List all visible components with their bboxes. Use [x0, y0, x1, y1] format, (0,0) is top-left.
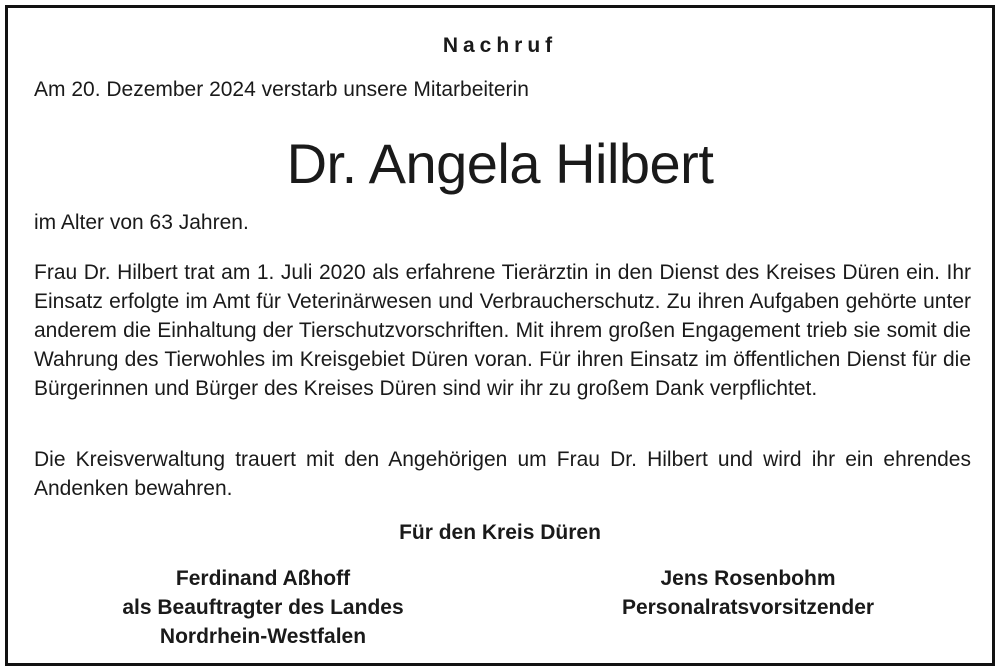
signer-left — [68, 564, 458, 651]
signer-name: Jens Rosenbohm — [660, 567, 836, 590]
signer-role: als Beauftragter des Landes — [122, 596, 404, 619]
condolence-paragraph: Die Kreisverwaltung trauert mit den Angehörigen um Frau Dr. Hilbert und wird ihr ein ehrendes Andenken bewahren. — [34, 448, 971, 500]
tribute-paragraph: Frau Dr. Hilbert trat am 1. Juli 2020 als erfahrene Tierärztin in den Dienst des Kreises Düren ein. Ihr Einsatz erfolgte im Amt für Veterinärwesen und Verbraucherschutz. Zu ihren Aufgaben gehörte unter anderem die Einhaltung der Tierschutzvorschriften. Mit ihrem großen Engagement trieb sie somit die Wahrung des Tierwohles im Kreisgebiet Düren voran. Für ihren Einsatz im öffentlichen Dienst für die Bürgerinnen und Bürger des Kreises Düren sind wir ihr zu großem Dank verpflichtet. — [34, 261, 971, 400]
notice-heading: Nachruf — [442, 34, 558, 57]
signer-right — [553, 564, 943, 622]
signer-role: Personalratsvorsitzender — [621, 596, 875, 619]
age-line: im Alter von 63 Jahren. — [34, 211, 249, 234]
signer-name: Ferdinand Aßhoff — [175, 567, 351, 590]
intro-line: Am 20. Dezember 2024 verstarb unsere Mitarbeiterin — [34, 78, 529, 101]
signer-role: Nordrhein-Westfalen — [159, 625, 367, 648]
signoff-line: Für den Kreis Düren — [399, 521, 601, 544]
deceased-name: Dr. Angela Hilbert — [286, 132, 714, 195]
obituary-notice — [5, 5, 995, 666]
